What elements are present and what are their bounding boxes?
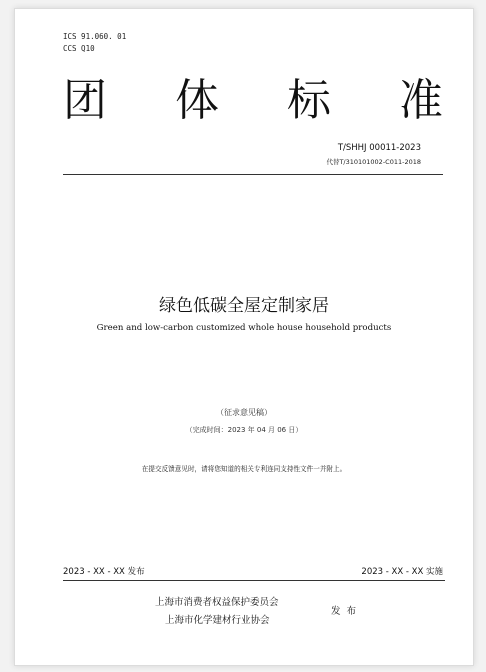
patent-notice: 在提交反馈意见时，请将您知道的相关专利连同支持性文件一并附上。: [141, 465, 347, 473]
document-title-en: Green and low-carbon customized whole house household products: [96, 323, 392, 333]
issuing-org-1: 上海市消费者权益保护委员会: [155, 597, 279, 608]
title-char-4: 准: [399, 75, 443, 126]
ics-code: ICS 91.060. 01: [63, 32, 127, 41]
draft-label: （征求意见稿）: [216, 408, 272, 417]
document-title-zh: 绿色低碳全屋定制家居: [159, 296, 329, 316]
standard-number: T/SHHJ 00011-2023: [337, 143, 421, 153]
completion-time: （完成时间：2023 年 04 月 06 日）: [185, 426, 303, 434]
bottom-divider: [63, 580, 445, 581]
title-char-3: 标: [287, 75, 331, 126]
standard-type-title: [63, 73, 443, 129]
ccs-code: CCS Q10: [63, 44, 95, 53]
title-char-2: 体: [175, 75, 219, 126]
title-char-1: 团: [63, 75, 107, 126]
publish-label: 发布: [331, 606, 363, 617]
issuing-org-2: 上海市化学建材行业协会: [165, 615, 270, 626]
top-divider: [63, 174, 443, 175]
implementation-date: 2023 - XX - XX 实施: [361, 567, 443, 577]
issue-date: 2023 - XX - XX 发布: [63, 567, 145, 577]
replaces-standard: 代替T/310101002-C011-2018: [326, 158, 421, 166]
document-page: [14, 8, 474, 666]
